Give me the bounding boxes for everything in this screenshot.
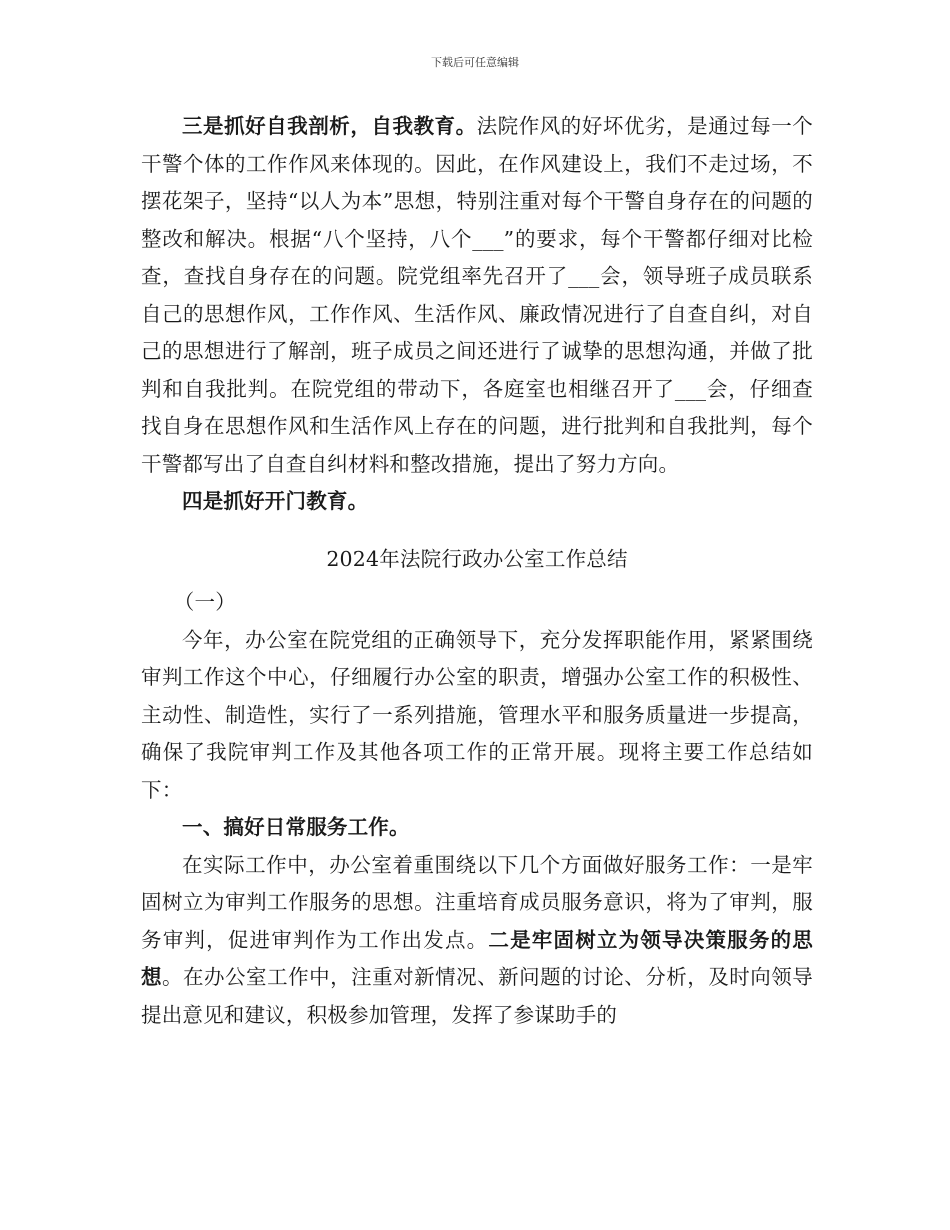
page-header: 下载后可任意编辑 (431, 56, 519, 69)
document-title: 2024年法院行政办公室工作总结 (326, 546, 628, 571)
paragraph-lead: 二是牢固树立为领导决策服务的思想 (141, 927, 813, 989)
paragraph-intro: 今年，办公室在院党组的正确领导下，充分发挥职能作用，紧紧围绕审判工作这个中心，仔细履行办公室的职责，增强办公室工作的积极性、主动性、制造性，实行了一系列措施，管理水平和服务质量进一步提高，确保了我院审判工作及其他各项工作的正常开展。现将主要工作总结如下： (141, 627, 813, 802)
paragraph-self-analysis (141, 108, 813, 483)
paragraph-lead: 三是抓好自我剖析，自我教育。 (182, 114, 477, 138)
paragraph-service-work (141, 847, 813, 1035)
paragraph-text: 法院作风的好坏优劣，是通过每一个干警个体的工作作风来体现的。因此，在作风建设上，我们不走过场，不摆花架子，坚持“以人为本”思想，特别注重对每个干警自身存在的问题的整改和解决。根据“八个坚持，八个___”的要求，每个干警都仔细对比检查，查找自身存在的问题。院党组率先召开了___会，领导班子成员联系自己的思想作风，工作作风、生活作风、廉政情况进行了自查自纠，对自己的思想进行了解剖，班子成员之间还进行了诚挚的思想沟通，并做了批判和自我批判。在院党组的带动下，各庭室也相继召开了___会，仔细查找自身在思想作风和生活作风上存在的问题，进行批判和自我批判，每个干警都写出了自查自纠材料和整改措施，提出了努力方向。 (141, 114, 813, 476)
paragraph-text: 。在办公室工作中，注重对新情况、新问题的讨论、分析，及时向领导提出意见和建议，积极参加管理，发挥了参谋助手的 (141, 965, 813, 1027)
paragraph-open-education: 四是抓好开门教育。 (182, 489, 369, 513)
document-body (141, 108, 813, 1034)
section-heading: 一、搞好日常服务工作。 (182, 815, 410, 839)
section-marker: （一） (173, 590, 236, 614)
paragraph-text: 在实际工作中，办公室着重围绕以下几个方面做好服务工作：一是牢固树立为审判工作服务的思想。注重培育成员服务意识，将为了审判，服务审判，促进审判作为工作出发点。 (141, 852, 813, 952)
